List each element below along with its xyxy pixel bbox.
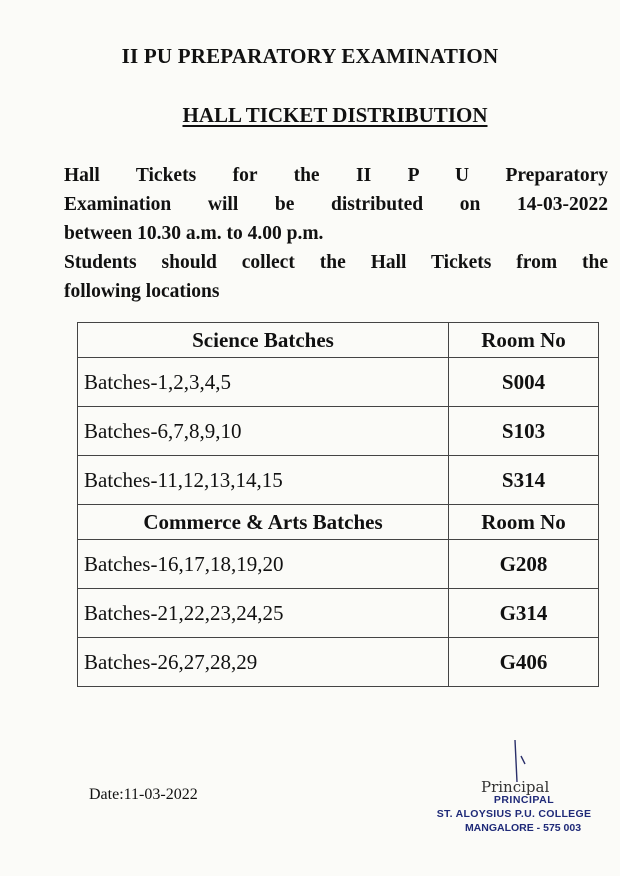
batch-cell: Batches-21,22,23,24,25 (78, 589, 449, 638)
paragraph-line: between 10.30 a.m. to 4.00 p.m. (64, 223, 324, 244)
room-cell: G314 (449, 589, 599, 638)
seal-line: ST. ALOYSIUS P.U. COLLEGE (436, 808, 592, 820)
table-row (78, 540, 599, 589)
table-row (78, 456, 599, 505)
table-header-row (78, 505, 599, 540)
room-no-header: Room No (449, 505, 599, 540)
table-row (78, 407, 599, 456)
principal-signature: Principal (481, 778, 550, 796)
table-row (78, 638, 599, 687)
batch-cell: Batches-6,7,8,9,10 (78, 407, 449, 456)
batch-cell: Batches-11,12,13,14,15 (78, 456, 449, 505)
table-row (78, 589, 599, 638)
distribution-heading: HALL TICKET DISTRIBUTION (182, 103, 488, 127)
batch-cell: Batches-16,17,18,19,20 (78, 540, 449, 589)
table-row (78, 358, 599, 407)
batch-cell: Batches-26,27,28,29 (78, 638, 449, 687)
notice-date: Date:11-03-2022 (89, 786, 198, 803)
room-cell: S314 (449, 456, 599, 505)
room-cell: G208 (449, 540, 599, 589)
paragraph-line: Examination will be distributed on 14-03-2022 (64, 194, 608, 215)
room-cell: G406 (449, 638, 599, 687)
instruction-paragraph (64, 248, 608, 306)
science-batches-header: Science Batches (78, 323, 449, 358)
seal-line: PRINCIPAL (493, 794, 555, 806)
room-cell: S004 (449, 358, 599, 407)
paragraph-line: Hall Tickets for the II P U Preparatory (64, 165, 608, 186)
table-header-row (78, 323, 599, 358)
room-allocation-table (77, 322, 599, 687)
seal-line: MANGALORE - 575 003 (464, 822, 582, 834)
schedule-paragraph (64, 161, 608, 248)
room-cell: S103 (449, 407, 599, 456)
college-seal (428, 793, 600, 835)
batch-cell: Batches-1,2,3,4,5 (78, 358, 449, 407)
paragraph-line: Students should collect the Hall Tickets from the (64, 252, 608, 273)
exam-title: II PU PREPARATORY EXAMINATION (121, 44, 499, 68)
commerce-arts-batches-header: Commerce & Arts Batches (78, 505, 449, 540)
room-no-header: Room No (449, 323, 599, 358)
paragraph-line: following locations (64, 281, 220, 302)
